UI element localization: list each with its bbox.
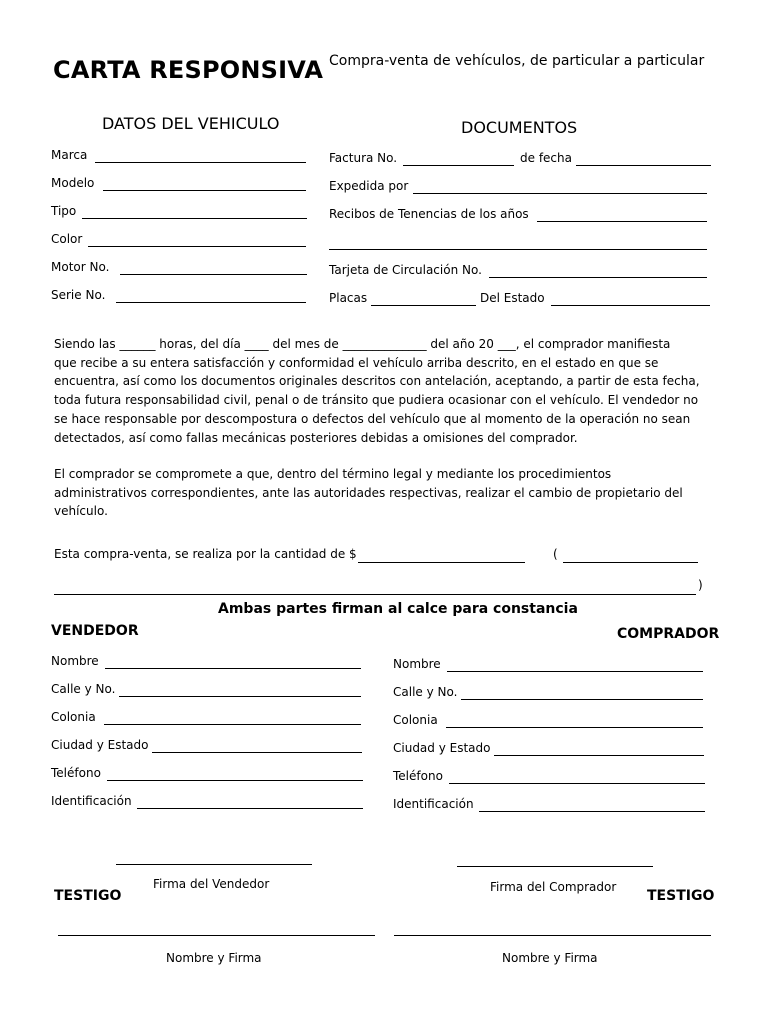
paragraph-obligation-line: El comprador se compromete a que, dentro del término legal y mediante los procedimientos [54, 467, 612, 481]
seller-heading: VENDEDOR [51, 623, 139, 639]
tarjeta-label: Tarjeta de Circulación No. [329, 263, 482, 277]
buyer-ciudad-label: Ciudad y Estado [393, 741, 491, 755]
seller-signature-line[interactable] [116, 864, 312, 865]
amount-words-line[interactable] [563, 562, 698, 563]
witness-right-caption: Nombre y Firma [502, 951, 598, 965]
field-marca-label: Marca [51, 148, 88, 162]
amount-open-paren: ( [553, 547, 558, 561]
seller-calle-line[interactable] [119, 696, 361, 697]
buyer-nombre-label: Nombre [393, 657, 441, 671]
placas-label: Placas [329, 291, 368, 305]
seller-nombre-line[interactable] [105, 668, 361, 669]
buyer-telefono-label: Teléfono [393, 769, 443, 783]
field-tipo-label: Tipo [51, 204, 77, 218]
seller-ciudad-label: Ciudad y Estado [51, 738, 149, 752]
paragraph-terms-line: encuentra, así como los documentos originales descritos con antelación, aceptando, a partir de esta fecha, [54, 374, 700, 389]
buyer-signature-line[interactable] [457, 866, 653, 867]
field-color-line[interactable] [88, 246, 306, 247]
field-color-label: Color [51, 232, 83, 246]
seller-telefono-line[interactable] [107, 780, 363, 781]
de-fecha-line[interactable] [576, 165, 711, 166]
expedida-line[interactable] [413, 193, 707, 194]
witness-left-line[interactable] [58, 935, 375, 936]
witness-right-heading: TESTIGO [647, 888, 715, 904]
buyer-identificacion-line[interactable] [479, 811, 705, 812]
amount-close-paren: ) [698, 578, 703, 592]
recibos-continuation-line[interactable] [329, 249, 707, 250]
field-marca-line[interactable] [95, 162, 306, 163]
buyer-telefono-line[interactable] [449, 783, 705, 784]
field-modelo-label: Modelo [51, 176, 95, 190]
seller-identificacion-label: Identificación [51, 794, 132, 808]
paragraph-terms-line: se hace responsable por descompostura o defectos del vehículo que al momento de la operación no sean [54, 411, 691, 426]
seller-nombre-label: Nombre [51, 654, 99, 668]
witness-left-heading: TESTIGO [54, 888, 122, 904]
recibos-line[interactable] [537, 221, 707, 222]
witness-right-line[interactable] [394, 935, 711, 936]
buyer-colonia-label: Colonia [393, 713, 438, 727]
seller-colonia-label: Colonia [51, 710, 96, 724]
buyer-colonia-line[interactable] [446, 727, 703, 728]
field-serie-label: Serie No. [51, 288, 106, 302]
paragraph-obligation-line: administrativos correspondientes, ante las autoridades respectivas, realizar el cambio de propietario del [54, 485, 683, 500]
paragraph-terms-line: Siendo las ______ horas, del día ____ del mes de ______________ del año 20 ___, el comprador manifiesta [54, 337, 671, 351]
buyer-heading: COMPRADOR [617, 626, 720, 642]
field-motor-label: Motor No. [51, 260, 110, 274]
del-estado-line[interactable] [551, 305, 710, 306]
seller-calle-label: Calle y No. [51, 682, 116, 696]
paragraph-terms-line: que recibe a su entera satisfacción y conformidad el vehículo arriba descrito, en el estado en que se [54, 355, 659, 370]
document-subtitle: Compra-venta de vehículos, de particular a particular [329, 53, 705, 69]
buyer-identificacion-label: Identificación [393, 797, 474, 811]
buyer-calle-line[interactable] [461, 699, 703, 700]
tarjeta-line[interactable] [489, 277, 707, 278]
buyer-ciudad-line[interactable] [494, 755, 704, 756]
field-modelo-line[interactable] [103, 190, 306, 191]
del-estado-label: Del Estado [480, 291, 545, 305]
paragraph-terms-line: toda futura responsabilidad civil, penal o de tránsito que pudiera ocasionar con el vehículo. El vendedor no [54, 393, 699, 408]
field-motor-line[interactable] [120, 274, 307, 275]
buyer-signature-label: Firma del Comprador [490, 880, 617, 894]
sign-note: Ambas partes firman al calce para constancia [218, 601, 578, 617]
seller-identificacion-line[interactable] [137, 808, 363, 809]
documents-heading: DOCUMENTOS [461, 118, 578, 137]
field-serie-line[interactable] [116, 302, 306, 303]
field-tipo-line[interactable] [82, 218, 307, 219]
expedida-label: Expedida por [329, 179, 409, 193]
recibos-label: Recibos de Tenencias de los años [329, 207, 529, 221]
amount-label: Esta compra-venta, se realiza por la cantidad de $ [54, 547, 357, 561]
witness-left-caption: Nombre y Firma [166, 951, 262, 965]
factura-label: Factura No. [329, 151, 398, 165]
seller-ciudad-line[interactable] [152, 752, 362, 753]
paragraph-obligation-line: vehículo. [54, 504, 108, 519]
placas-line[interactable] [371, 305, 476, 306]
buyer-calle-label: Calle y No. [393, 685, 458, 699]
document-title: CARTA RESPONSIVA [53, 56, 324, 84]
vehicle-heading: DATOS DEL VEHICULO [102, 114, 280, 133]
factura-line[interactable] [403, 165, 514, 166]
paragraph-obligation [54, 465, 714, 521]
paragraph-terms-line: detectados, así como fallas mecánicas posteriores debidas a omisiones del comprador. [54, 430, 578, 445]
amount-words-continuation-line[interactable] [54, 594, 696, 595]
buyer-nombre-line[interactable] [447, 671, 703, 672]
de-fecha-label: de fecha [520, 151, 572, 165]
seller-colonia-line[interactable] [104, 724, 361, 725]
paragraph-terms [54, 335, 714, 447]
amount-line[interactable] [358, 562, 525, 563]
seller-signature-label: Firma del Vendedor [153, 877, 270, 891]
seller-telefono-label: Teléfono [51, 766, 101, 780]
